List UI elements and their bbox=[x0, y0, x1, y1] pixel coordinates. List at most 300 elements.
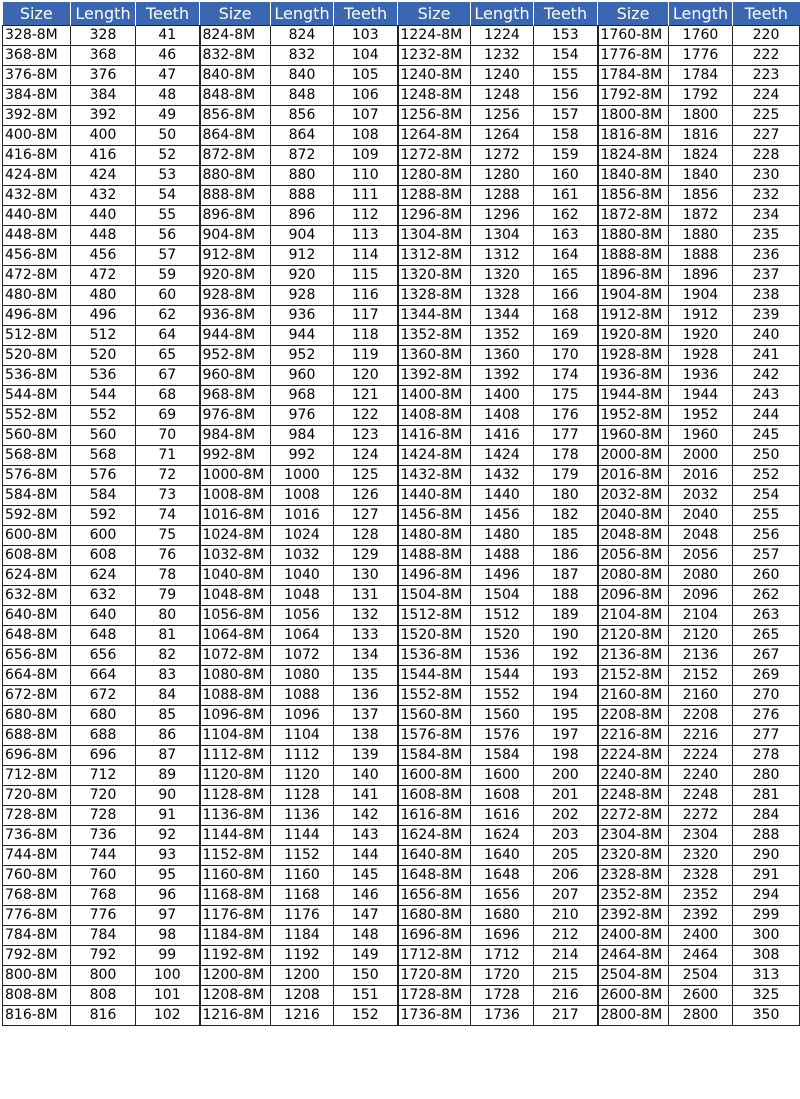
length-cell: 1624 bbox=[471, 826, 534, 846]
length-cell: 1920 bbox=[669, 326, 733, 346]
table-row bbox=[3, 266, 800, 286]
size-cell: 2208-8M bbox=[598, 706, 669, 726]
teeth-cell: 257 bbox=[733, 546, 800, 566]
column-header-length: Length bbox=[271, 2, 334, 26]
size-cell: 1488-8M bbox=[398, 546, 471, 566]
teeth-cell: 91 bbox=[136, 806, 200, 826]
length-cell: 728 bbox=[71, 806, 136, 826]
teeth-cell: 206 bbox=[534, 866, 598, 886]
table-row bbox=[3, 706, 800, 726]
size-cell: 1320-8M bbox=[398, 266, 471, 286]
length-cell: 936 bbox=[271, 306, 334, 326]
size-cell: 928-8M bbox=[200, 286, 271, 306]
size-cell: 632-8M bbox=[3, 586, 71, 606]
size-cell: 2304-8M bbox=[598, 826, 669, 846]
size-cell: 664-8M bbox=[3, 666, 71, 686]
teeth-cell: 87 bbox=[136, 746, 200, 766]
teeth-cell: 65 bbox=[136, 346, 200, 366]
table-row bbox=[3, 546, 800, 566]
length-cell: 1232 bbox=[471, 46, 534, 66]
size-cell: 1264-8M bbox=[398, 126, 471, 146]
length-cell: 1776 bbox=[669, 46, 733, 66]
length-cell: 1496 bbox=[471, 566, 534, 586]
teeth-cell: 244 bbox=[733, 406, 800, 426]
size-cell: 832-8M bbox=[200, 46, 271, 66]
length-cell: 2320 bbox=[669, 846, 733, 866]
length-cell: 416 bbox=[71, 146, 136, 166]
size-cell: 2600-8M bbox=[598, 986, 669, 1006]
teeth-cell: 54 bbox=[136, 186, 200, 206]
size-cell: 368-8M bbox=[3, 46, 71, 66]
size-cell: 1640-8M bbox=[398, 846, 471, 866]
table-row bbox=[3, 46, 800, 66]
teeth-cell: 178 bbox=[534, 446, 598, 466]
size-cell: 2248-8M bbox=[598, 786, 669, 806]
size-cell: 1144-8M bbox=[200, 826, 271, 846]
size-cell: 984-8M bbox=[200, 426, 271, 446]
teeth-cell: 205 bbox=[534, 846, 598, 866]
teeth-cell: 85 bbox=[136, 706, 200, 726]
length-cell: 1000 bbox=[271, 466, 334, 486]
teeth-cell: 214 bbox=[534, 946, 598, 966]
teeth-cell: 74 bbox=[136, 506, 200, 526]
length-cell: 1736 bbox=[471, 1006, 534, 1026]
length-cell: 1040 bbox=[271, 566, 334, 586]
teeth-cell: 113 bbox=[334, 226, 398, 246]
size-cell: 1936-8M bbox=[598, 366, 669, 386]
teeth-cell: 112 bbox=[334, 206, 398, 226]
table-row bbox=[3, 626, 800, 646]
teeth-cell: 270 bbox=[733, 686, 800, 706]
size-cell: 1152-8M bbox=[200, 846, 271, 866]
teeth-cell: 254 bbox=[733, 486, 800, 506]
size-cell: 1280-8M bbox=[398, 166, 471, 186]
table-row bbox=[3, 166, 800, 186]
size-cell: 584-8M bbox=[3, 486, 71, 506]
length-cell: 2152 bbox=[669, 666, 733, 686]
size-cell: 2216-8M bbox=[598, 726, 669, 746]
size-cell: 2040-8M bbox=[598, 506, 669, 526]
size-cell: 1112-8M bbox=[200, 746, 271, 766]
size-cell: 720-8M bbox=[3, 786, 71, 806]
size-cell: 968-8M bbox=[200, 386, 271, 406]
teeth-cell: 179 bbox=[534, 466, 598, 486]
size-cell: 2136-8M bbox=[598, 646, 669, 666]
teeth-cell: 145 bbox=[334, 866, 398, 886]
teeth-cell: 127 bbox=[334, 506, 398, 526]
length-cell: 632 bbox=[71, 586, 136, 606]
size-cell: 448-8M bbox=[3, 226, 71, 246]
teeth-cell: 72 bbox=[136, 466, 200, 486]
size-cell: 2800-8M bbox=[598, 1006, 669, 1026]
teeth-cell: 160 bbox=[534, 166, 598, 186]
size-cell: 440-8M bbox=[3, 206, 71, 226]
size-cell: 1120-8M bbox=[200, 766, 271, 786]
teeth-cell: 280 bbox=[733, 766, 800, 786]
teeth-cell: 185 bbox=[534, 526, 598, 546]
size-cell: 1920-8M bbox=[598, 326, 669, 346]
teeth-cell: 228 bbox=[733, 146, 800, 166]
size-cell: 496-8M bbox=[3, 306, 71, 326]
size-cell: 960-8M bbox=[200, 366, 271, 386]
teeth-cell: 133 bbox=[334, 626, 398, 646]
size-cell: 384-8M bbox=[3, 86, 71, 106]
length-cell: 1344 bbox=[471, 306, 534, 326]
teeth-cell: 48 bbox=[136, 86, 200, 106]
length-cell: 856 bbox=[271, 106, 334, 126]
size-cell: 1600-8M bbox=[398, 766, 471, 786]
length-cell: 896 bbox=[271, 206, 334, 226]
length-cell: 1048 bbox=[271, 586, 334, 606]
length-cell: 1456 bbox=[471, 506, 534, 526]
size-cell: 608-8M bbox=[3, 546, 71, 566]
size-cell: 1440-8M bbox=[398, 486, 471, 506]
teeth-cell: 95 bbox=[136, 866, 200, 886]
teeth-cell: 47 bbox=[136, 66, 200, 86]
length-cell: 2504 bbox=[669, 966, 733, 986]
teeth-cell: 144 bbox=[334, 846, 398, 866]
length-cell: 1352 bbox=[471, 326, 534, 346]
teeth-cell: 105 bbox=[334, 66, 398, 86]
length-cell: 696 bbox=[71, 746, 136, 766]
length-cell: 1880 bbox=[669, 226, 733, 246]
size-cell: 2160-8M bbox=[598, 686, 669, 706]
teeth-cell: 240 bbox=[733, 326, 800, 346]
length-cell: 1792 bbox=[669, 86, 733, 106]
teeth-cell: 215 bbox=[534, 966, 598, 986]
size-cell: 1136-8M bbox=[200, 806, 271, 826]
size-cell: 2464-8M bbox=[598, 946, 669, 966]
size-cell: 592-8M bbox=[3, 506, 71, 526]
length-cell: 2248 bbox=[669, 786, 733, 806]
size-cell: 872-8M bbox=[200, 146, 271, 166]
length-cell: 1912 bbox=[669, 306, 733, 326]
length-cell: 1304 bbox=[471, 226, 534, 246]
size-cell: 544-8M bbox=[3, 386, 71, 406]
teeth-cell: 70 bbox=[136, 426, 200, 446]
teeth-cell: 147 bbox=[334, 906, 398, 926]
teeth-cell: 265 bbox=[733, 626, 800, 646]
length-cell: 552 bbox=[71, 406, 136, 426]
length-cell: 712 bbox=[71, 766, 136, 786]
size-cell: 1256-8M bbox=[398, 106, 471, 126]
teeth-cell: 153 bbox=[534, 26, 598, 46]
teeth-cell: 150 bbox=[334, 966, 398, 986]
column-header-teeth: Teeth bbox=[136, 2, 200, 26]
length-cell: 640 bbox=[71, 606, 136, 626]
size-cell: 944-8M bbox=[200, 326, 271, 346]
table-row bbox=[3, 666, 800, 686]
teeth-cell: 92 bbox=[136, 826, 200, 846]
length-cell: 2224 bbox=[669, 746, 733, 766]
size-cell: 1784-8M bbox=[598, 66, 669, 86]
table-row bbox=[3, 606, 800, 626]
teeth-cell: 76 bbox=[136, 546, 200, 566]
table-row bbox=[3, 586, 800, 606]
size-cell: 1944-8M bbox=[598, 386, 669, 406]
teeth-cell: 234 bbox=[733, 206, 800, 226]
length-cell: 376 bbox=[71, 66, 136, 86]
teeth-cell: 103 bbox=[334, 26, 398, 46]
size-cell: 1432-8M bbox=[398, 466, 471, 486]
teeth-cell: 284 bbox=[733, 806, 800, 826]
table-row bbox=[3, 786, 800, 806]
size-cell: 576-8M bbox=[3, 466, 71, 486]
teeth-cell: 134 bbox=[334, 646, 398, 666]
teeth-cell: 97 bbox=[136, 906, 200, 926]
length-cell: 680 bbox=[71, 706, 136, 726]
size-cell: 624-8M bbox=[3, 566, 71, 586]
teeth-cell: 223 bbox=[733, 66, 800, 86]
size-cell: 512-8M bbox=[3, 326, 71, 346]
size-cell: 1520-8M bbox=[398, 626, 471, 646]
length-cell: 2160 bbox=[669, 686, 733, 706]
size-cell: 912-8M bbox=[200, 246, 271, 266]
length-cell: 976 bbox=[271, 406, 334, 426]
teeth-cell: 98 bbox=[136, 926, 200, 946]
size-cell: 400-8M bbox=[3, 126, 71, 146]
length-cell: 688 bbox=[71, 726, 136, 746]
teeth-cell: 194 bbox=[534, 686, 598, 706]
size-cell: 1616-8M bbox=[398, 806, 471, 826]
table-row bbox=[3, 466, 800, 486]
teeth-cell: 188 bbox=[534, 586, 598, 606]
teeth-cell: 164 bbox=[534, 246, 598, 266]
length-cell: 1128 bbox=[271, 786, 334, 806]
length-cell: 1432 bbox=[471, 466, 534, 486]
length-cell: 1168 bbox=[271, 886, 334, 906]
teeth-cell: 116 bbox=[334, 286, 398, 306]
table-row bbox=[3, 386, 800, 406]
size-cell: 1624-8M bbox=[398, 826, 471, 846]
length-cell: 440 bbox=[71, 206, 136, 226]
size-cell: 800-8M bbox=[3, 966, 71, 986]
size-cell: 1712-8M bbox=[398, 946, 471, 966]
length-cell: 1936 bbox=[669, 366, 733, 386]
teeth-cell: 162 bbox=[534, 206, 598, 226]
size-cell: 1800-8M bbox=[598, 106, 669, 126]
size-cell: 2096-8M bbox=[598, 586, 669, 606]
size-cell: 688-8M bbox=[3, 726, 71, 746]
length-cell: 1160 bbox=[271, 866, 334, 886]
teeth-cell: 216 bbox=[534, 986, 598, 1006]
size-cell: 1544-8M bbox=[398, 666, 471, 686]
teeth-cell: 143 bbox=[334, 826, 398, 846]
length-cell: 2000 bbox=[669, 446, 733, 466]
length-cell: 1904 bbox=[669, 286, 733, 306]
size-cell: 1240-8M bbox=[398, 66, 471, 86]
length-cell: 1480 bbox=[471, 526, 534, 546]
teeth-cell: 227 bbox=[733, 126, 800, 146]
length-cell: 1536 bbox=[471, 646, 534, 666]
length-cell: 2208 bbox=[669, 706, 733, 726]
table-row bbox=[3, 766, 800, 786]
size-cell: 1960-8M bbox=[598, 426, 669, 446]
teeth-cell: 75 bbox=[136, 526, 200, 546]
size-cell: 1536-8M bbox=[398, 646, 471, 666]
size-cell: 2104-8M bbox=[598, 606, 669, 626]
length-cell: 2048 bbox=[669, 526, 733, 546]
teeth-cell: 193 bbox=[534, 666, 598, 686]
length-cell: 1216 bbox=[271, 1006, 334, 1026]
size-cell: 1104-8M bbox=[200, 726, 271, 746]
size-cell: 1720-8M bbox=[398, 966, 471, 986]
teeth-cell: 202 bbox=[534, 806, 598, 826]
teeth-cell: 137 bbox=[334, 706, 398, 726]
length-cell: 664 bbox=[71, 666, 136, 686]
teeth-cell: 165 bbox=[534, 266, 598, 286]
length-cell: 1888 bbox=[669, 246, 733, 266]
teeth-cell: 243 bbox=[733, 386, 800, 406]
teeth-cell: 237 bbox=[733, 266, 800, 286]
teeth-cell: 217 bbox=[534, 1006, 598, 1026]
length-cell: 808 bbox=[71, 986, 136, 1006]
size-cell: 2272-8M bbox=[598, 806, 669, 826]
teeth-cell: 189 bbox=[534, 606, 598, 626]
length-cell: 744 bbox=[71, 846, 136, 866]
teeth-cell: 278 bbox=[733, 746, 800, 766]
teeth-cell: 220 bbox=[733, 26, 800, 46]
length-cell: 576 bbox=[71, 466, 136, 486]
length-cell: 1520 bbox=[471, 626, 534, 646]
teeth-cell: 222 bbox=[733, 46, 800, 66]
teeth-cell: 101 bbox=[136, 986, 200, 1006]
size-cell: 1072-8M bbox=[200, 646, 271, 666]
teeth-cell: 83 bbox=[136, 666, 200, 686]
size-cell: 1840-8M bbox=[598, 166, 669, 186]
length-cell: 1656 bbox=[471, 886, 534, 906]
teeth-cell: 118 bbox=[334, 326, 398, 346]
table-row bbox=[3, 826, 800, 846]
length-cell: 2080 bbox=[669, 566, 733, 586]
teeth-cell: 131 bbox=[334, 586, 398, 606]
size-cell: 2328-8M bbox=[598, 866, 669, 886]
table-row bbox=[3, 426, 800, 446]
length-cell: 1728 bbox=[471, 986, 534, 1006]
table-row bbox=[3, 286, 800, 306]
size-cell: 1296-8M bbox=[398, 206, 471, 226]
teeth-cell: 102 bbox=[136, 1006, 200, 1026]
teeth-cell: 232 bbox=[733, 186, 800, 206]
size-cell: 672-8M bbox=[3, 686, 71, 706]
size-cell: 1176-8M bbox=[200, 906, 271, 926]
teeth-cell: 140 bbox=[334, 766, 398, 786]
teeth-cell: 159 bbox=[534, 146, 598, 166]
length-cell: 1288 bbox=[471, 186, 534, 206]
size-cell: 2240-8M bbox=[598, 766, 669, 786]
length-cell: 1152 bbox=[271, 846, 334, 866]
size-cell: 1760-8M bbox=[598, 26, 669, 46]
size-cell: 2056-8M bbox=[598, 546, 669, 566]
teeth-cell: 141 bbox=[334, 786, 398, 806]
length-cell: 2304 bbox=[669, 826, 733, 846]
teeth-cell: 120 bbox=[334, 366, 398, 386]
length-cell: 1200 bbox=[271, 966, 334, 986]
length-cell: 1176 bbox=[271, 906, 334, 926]
teeth-cell: 108 bbox=[334, 126, 398, 146]
length-cell: 2240 bbox=[669, 766, 733, 786]
size-cell: 1232-8M bbox=[398, 46, 471, 66]
length-cell: 1056 bbox=[271, 606, 334, 626]
length-cell: 1192 bbox=[271, 946, 334, 966]
teeth-cell: 81 bbox=[136, 626, 200, 646]
teeth-cell: 255 bbox=[733, 506, 800, 526]
length-cell: 1328 bbox=[471, 286, 534, 306]
teeth-cell: 239 bbox=[733, 306, 800, 326]
teeth-cell: 250 bbox=[733, 446, 800, 466]
size-cell: 2000-8M bbox=[598, 446, 669, 466]
teeth-cell: 79 bbox=[136, 586, 200, 606]
length-cell: 872 bbox=[271, 146, 334, 166]
size-cell: 896-8M bbox=[200, 206, 271, 226]
header-row bbox=[3, 2, 800, 26]
size-cell: 1040-8M bbox=[200, 566, 271, 586]
size-cell: 784-8M bbox=[3, 926, 71, 946]
length-cell: 1896 bbox=[669, 266, 733, 286]
table-row bbox=[3, 966, 800, 986]
length-cell: 912 bbox=[271, 246, 334, 266]
teeth-cell: 269 bbox=[733, 666, 800, 686]
teeth-cell: 163 bbox=[534, 226, 598, 246]
size-cell: 1272-8M bbox=[398, 146, 471, 166]
size-cell: 1816-8M bbox=[598, 126, 669, 146]
teeth-cell: 46 bbox=[136, 46, 200, 66]
table-row bbox=[3, 946, 800, 966]
teeth-cell: 350 bbox=[733, 1006, 800, 1026]
length-cell: 1272 bbox=[471, 146, 534, 166]
length-cell: 816 bbox=[71, 1006, 136, 1026]
length-cell: 608 bbox=[71, 546, 136, 566]
teeth-cell: 129 bbox=[334, 546, 398, 566]
table-row bbox=[3, 486, 800, 506]
teeth-cell: 262 bbox=[733, 586, 800, 606]
teeth-cell: 225 bbox=[733, 106, 800, 126]
teeth-cell: 294 bbox=[733, 886, 800, 906]
size-cell: 712-8M bbox=[3, 766, 71, 786]
teeth-cell: 122 bbox=[334, 406, 398, 426]
length-cell: 624 bbox=[71, 566, 136, 586]
length-cell: 880 bbox=[271, 166, 334, 186]
teeth-cell: 80 bbox=[136, 606, 200, 626]
size-cell: 1344-8M bbox=[398, 306, 471, 326]
table-row bbox=[3, 806, 800, 826]
size-cell: 1408-8M bbox=[398, 406, 471, 426]
size-cell: 696-8M bbox=[3, 746, 71, 766]
teeth-cell: 151 bbox=[334, 986, 398, 1006]
size-cell: 1912-8M bbox=[598, 306, 669, 326]
table-row bbox=[3, 106, 800, 126]
belt-size-table bbox=[2, 2, 800, 1026]
size-cell: 472-8M bbox=[3, 266, 71, 286]
size-cell: 816-8M bbox=[3, 1006, 71, 1026]
length-cell: 904 bbox=[271, 226, 334, 246]
size-cell: 744-8M bbox=[3, 846, 71, 866]
teeth-cell: 59 bbox=[136, 266, 200, 286]
size-cell: 1576-8M bbox=[398, 726, 471, 746]
length-cell: 1424 bbox=[471, 446, 534, 466]
length-cell: 1640 bbox=[471, 846, 534, 866]
length-cell: 920 bbox=[271, 266, 334, 286]
teeth-cell: 125 bbox=[334, 466, 398, 486]
size-cell: 1656-8M bbox=[398, 886, 471, 906]
teeth-cell: 242 bbox=[733, 366, 800, 386]
length-cell: 1296 bbox=[471, 206, 534, 226]
teeth-cell: 175 bbox=[534, 386, 598, 406]
length-cell: 864 bbox=[271, 126, 334, 146]
length-cell: 1144 bbox=[271, 826, 334, 846]
length-cell: 736 bbox=[71, 826, 136, 846]
size-cell: 1016-8M bbox=[200, 506, 271, 526]
